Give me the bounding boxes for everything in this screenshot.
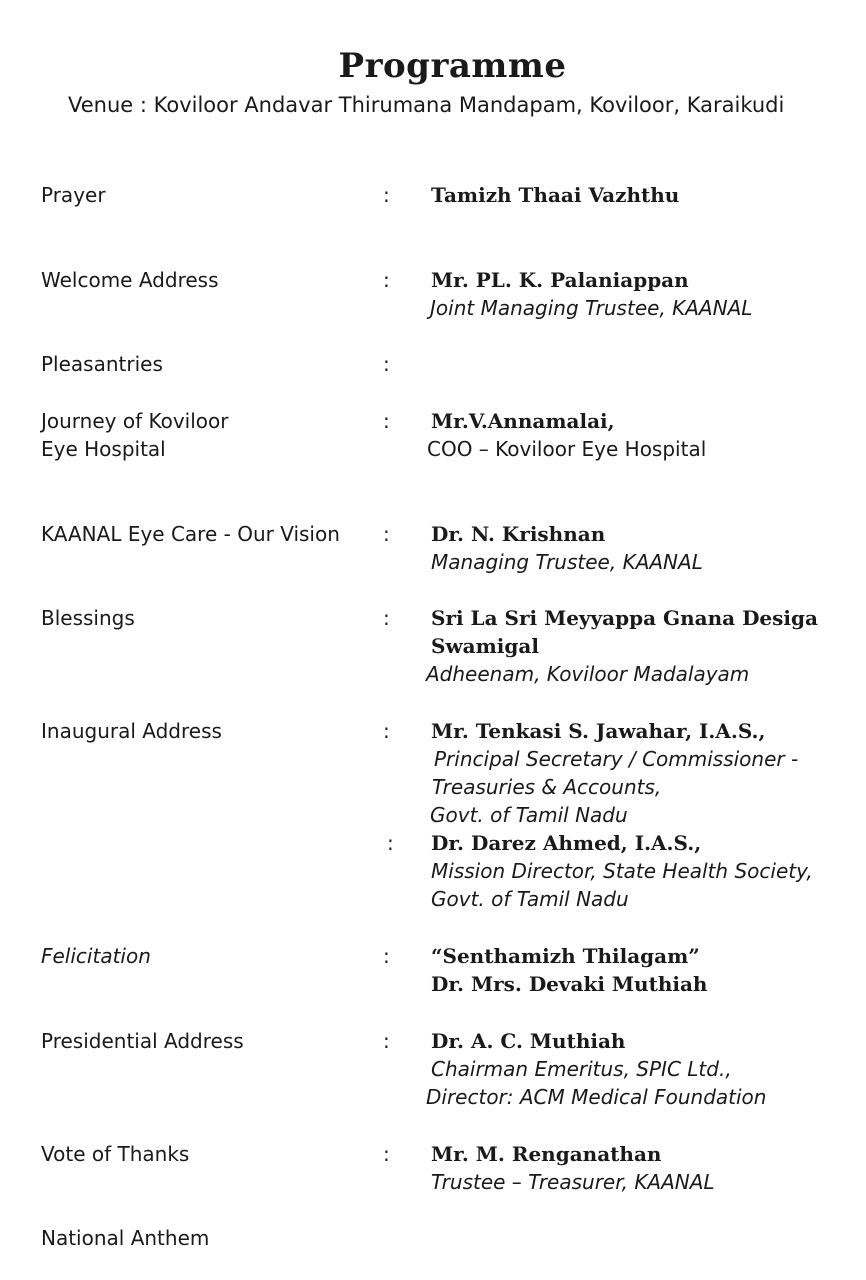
presidential-speaker: Dr. A. C. Muthiah <box>431 1029 626 1053</box>
inaugural-speaker-1: Mr. Tenkasi S. Jawahar, I.A.S., <box>431 719 766 743</box>
colon-thanks: : <box>383 1142 390 1166</box>
presidential-speaker-role-line-1: Chairman Emeritus, SPIC Ltd., <box>431 1057 732 1081</box>
journey-speaker-role: COO – Koviloor Eye Hospital <box>427 437 707 461</box>
item-inaugural-address: Inaugural Address <box>41 719 222 743</box>
item-pleasantries: Pleasantries <box>41 352 163 376</box>
item-national-anthem: National Anthem <box>41 1226 210 1250</box>
presidential-speaker-role-line-2: Director: ACM Medical Foundation <box>426 1085 767 1109</box>
prayer-song: Tamizh Thaai Vazhthu <box>431 183 680 207</box>
colon-prayer: : <box>383 183 390 207</box>
blessings-speaker-role: Adheenam, Koviloor Madalayam <box>426 662 750 686</box>
welcome-speaker-role: Joint Managing Trustee, KAANAL <box>430 296 753 320</box>
colon-presidential: : <box>383 1029 390 1053</box>
venue-line: Venue : Koviloor Andavar Thirumana Mandapam, Koviloor, Karaikudi <box>68 93 785 117</box>
item-presidential-address: Presidential Address <box>41 1029 244 1053</box>
item-felicitation: Felicitation <box>41 944 151 968</box>
item-blessings: Blessings <box>41 606 135 630</box>
colon-welcome: : <box>383 268 390 292</box>
inaugural-speaker-2: Dr. Darez Ahmed, I.A.S., <box>431 831 702 855</box>
journey-speaker: Mr.V.Annamalai, <box>431 409 615 433</box>
item-prayer: Prayer <box>41 183 106 207</box>
vision-speaker: Dr. N. Krishnan <box>431 522 606 546</box>
colon-pleasantries: : <box>383 352 390 376</box>
inaugural-speaker-2-role-line-1: Mission Director, State Health Society, <box>431 859 813 883</box>
item-welcome-address: Welcome Address <box>41 268 219 292</box>
inaugural-speaker-1-role-line-2: Treasuries & Accounts, <box>432 775 662 799</box>
colon-blessings: : <box>383 606 390 630</box>
inaugural-speaker-1-role-line-3: Govt. of Tamil Nadu <box>430 803 628 827</box>
inaugural-speaker-1-role-line-1: Principal Secretary / Commissioner - <box>434 747 799 771</box>
item-journey-line-2: Eye Hospital <box>41 437 166 461</box>
welcome-speaker: Mr. PL. K. Palaniappan <box>431 268 689 292</box>
colon-felicitation: : <box>383 944 390 968</box>
colon-journey: : <box>383 409 390 433</box>
page-title: Programme <box>338 46 567 86</box>
item-our-vision: KAANAL Eye Care - Our Vision <box>41 522 340 546</box>
blessings-speaker-line-2: Swamigal <box>431 634 539 658</box>
item-vote-of-thanks: Vote of Thanks <box>41 1142 190 1166</box>
thanks-speaker-role: Trustee – Treasurer, KAANAL <box>431 1170 715 1194</box>
blessings-speaker-line-1: Sri La Sri Meyyappa Gnana Desiga <box>431 606 818 630</box>
thanks-speaker: Mr. M. Renganathan <box>431 1142 662 1166</box>
felicitation-speaker: Dr. Mrs. Devaki Muthiah <box>431 972 708 996</box>
inaugural-speaker-2-role-line-2: Govt. of Tamil Nadu <box>431 887 629 911</box>
colon-vision: : <box>383 522 390 546</box>
felicitation-title: “Senthamizh Thilagam” <box>431 944 700 968</box>
vision-speaker-role: Managing Trustee, KAANAL <box>431 550 703 574</box>
colon-inaugural-2: : <box>387 831 394 855</box>
colon-inaugural-1: : <box>383 719 390 743</box>
item-journey-line-1: Journey of Koviloor <box>41 409 229 433</box>
